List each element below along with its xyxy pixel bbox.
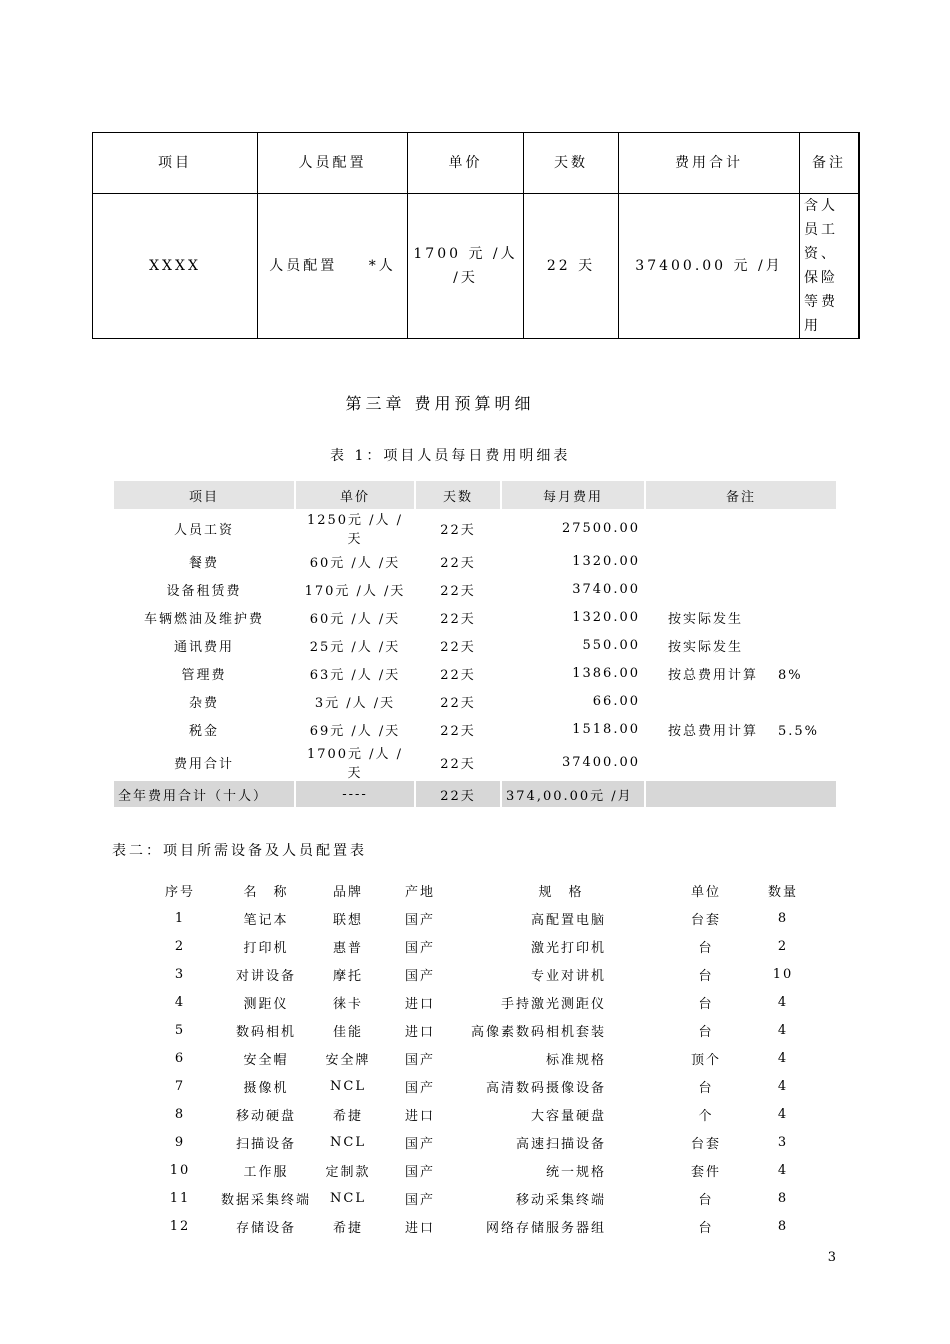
table-row	[140, 1100, 820, 1128]
name-cell: 摄像机	[243, 1080, 289, 1096]
qty-cell: 4	[777, 1162, 789, 1178]
monthly-cell: 37400.00	[561, 754, 640, 770]
header-cell: 天数	[416, 481, 500, 509]
qty-cell: 4	[777, 1022, 789, 1038]
header-cell: 每月费用	[502, 481, 644, 509]
header-cell: 品牌	[332, 884, 363, 900]
brand-cell: NCL	[330, 1190, 366, 1206]
note-cell	[646, 603, 836, 631]
unit-cell: 个	[698, 1108, 714, 1124]
monthly-cell: 1518.00	[572, 721, 640, 737]
header-cell: 备注	[646, 481, 836, 509]
note-value: 8%	[778, 667, 803, 683]
spec-cell: 大容量硬盘	[530, 1108, 606, 1124]
brand-cell: NCL	[330, 1078, 366, 1094]
unit-cell: 台	[698, 1024, 714, 1040]
table-row	[140, 1072, 820, 1100]
item-cell: 餐费	[188, 555, 219, 571]
spec-cell: 网络存储服务器组	[485, 1220, 606, 1236]
monthly-cell: 1320.00	[572, 609, 640, 625]
spec-cell: 激光打印机	[530, 940, 606, 956]
total-cost: 37400.00 元 /月	[619, 194, 800, 339]
days-cell: 22天	[440, 583, 476, 599]
days: 22 天	[524, 194, 619, 339]
no-cell: 11	[169, 1190, 191, 1206]
table-row	[140, 1016, 820, 1044]
price-cell: 25元 /人 /天	[309, 639, 401, 655]
price-cell: 60元 /人 /天	[309, 611, 401, 627]
header-cell: 天数	[524, 133, 619, 194]
table-row	[114, 603, 836, 631]
remark: 含人员工资、保险等费用	[800, 194, 860, 339]
days-cell: 22天	[440, 639, 476, 655]
table-row	[93, 194, 860, 339]
spec-cell: 高像素数码相机套装	[470, 1024, 606, 1040]
header-cell: 单价	[296, 481, 414, 509]
spec-cell: 高速扫描设备	[515, 1136, 606, 1152]
no-cell: 2	[174, 938, 186, 954]
price-cell: 1250元 /人 /天	[306, 513, 404, 547]
price-cell: 170元 /人 /天	[304, 583, 406, 599]
header-cell: 名 称	[243, 884, 289, 900]
monthly-cell: 1386.00	[572, 665, 640, 681]
origin-cell: 国产	[404, 1164, 435, 1180]
table-header-row	[93, 133, 860, 194]
brand-cell: 希捷	[332, 1220, 363, 1236]
header-cell: 备注	[800, 133, 860, 194]
no-cell: 3	[174, 966, 186, 982]
table-header-row	[140, 876, 820, 904]
total-days: 22天	[416, 781, 500, 807]
no-cell: 12	[169, 1218, 191, 1234]
table-row	[114, 509, 836, 547]
monthly-cell: 66.00	[592, 693, 640, 709]
brand-cell: 徕卡	[332, 996, 363, 1012]
total-note	[646, 781, 836, 807]
price-cell: 63元 /人 /天	[309, 667, 401, 683]
monthly-cell: 27500.00	[561, 520, 640, 536]
note-text: 按实际发生	[668, 639, 744, 655]
origin-cell: 进口	[404, 996, 435, 1012]
price-cell: 3元 /人 /天	[314, 695, 396, 711]
item-cell: 管理费	[181, 667, 227, 683]
no-cell: 10	[169, 1162, 191, 1178]
staff-count: *人	[368, 258, 396, 274]
qty-cell: 2	[777, 938, 789, 954]
qty-cell: 4	[777, 1078, 789, 1094]
qty-cell: 8	[777, 1218, 789, 1234]
header-cell: 单位	[690, 884, 721, 900]
monthly-cell: 550.00	[582, 637, 640, 653]
staff-label: 人员配置	[269, 258, 338, 274]
days-cell: 22天	[440, 667, 476, 683]
name-cell: 打印机	[243, 940, 289, 956]
origin-cell: 国产	[404, 940, 435, 956]
header-cell: 项目	[114, 481, 294, 509]
table-row	[140, 1128, 820, 1156]
table-caption: 表 1：项目人员每日费用明细表	[330, 448, 571, 464]
total-monthly: 374,00.00元 /月	[502, 781, 644, 807]
equipment-caption: 表二：项目所需设备及人员配置表	[112, 843, 367, 859]
item-cell: 费用合计	[173, 756, 234, 772]
table-row	[114, 743, 836, 781]
project-cost-table	[92, 132, 860, 339]
brand-cell: 佳能	[332, 1024, 363, 1040]
header-cell: 产地	[404, 884, 435, 900]
origin-cell: 进口	[404, 1220, 435, 1236]
note-cell	[646, 659, 836, 687]
unit-cell: 台套	[690, 1136, 721, 1152]
table-row	[140, 1212, 820, 1240]
no-cell: 9	[174, 1134, 186, 1150]
item-cell: 通讯费用	[173, 639, 234, 655]
origin-cell: 进口	[404, 1024, 435, 1040]
brand-cell: 摩托	[332, 968, 363, 984]
spec-cell: 统一规格	[545, 1164, 606, 1180]
note-cell	[646, 547, 836, 575]
item-cell: 税金	[188, 723, 219, 739]
name-cell: 安全帽	[243, 1052, 289, 1068]
origin-cell: 国产	[404, 968, 435, 984]
note-cell	[646, 575, 836, 603]
staff-config	[258, 194, 408, 339]
spec-cell: 标准规格	[545, 1052, 606, 1068]
no-cell: 6	[174, 1050, 186, 1066]
origin-cell: 进口	[404, 1108, 435, 1124]
qty-cell: 8	[777, 910, 789, 926]
budget-table-body	[114, 481, 836, 807]
note-value: 5.5%	[778, 723, 820, 739]
item-cell: 人员工资	[173, 522, 234, 538]
spec-cell: 手持激光测距仪	[500, 996, 606, 1012]
table-row	[140, 932, 820, 960]
origin-cell: 国产	[404, 1080, 435, 1096]
budget-table	[112, 481, 838, 807]
qty-cell: 10	[772, 966, 794, 982]
days-cell: 22天	[440, 555, 476, 571]
unit-cell: 套件	[690, 1164, 721, 1180]
unit-cell: 台	[698, 1220, 714, 1236]
item-cell: 杂费	[188, 695, 219, 711]
table-row	[140, 1184, 820, 1212]
total-item: 全年费用合计（十人）	[114, 781, 294, 807]
brand-cell: 惠普	[332, 940, 363, 956]
unit-cell: 台	[698, 940, 714, 956]
name-cell: 移动硬盘	[235, 1108, 296, 1124]
header-cell: 人员配置	[258, 133, 408, 194]
table-row	[140, 960, 820, 988]
equipment-table-body	[140, 876, 820, 1240]
name-cell: 对讲设备	[235, 968, 296, 984]
table-row	[114, 547, 836, 575]
unit-price: 1700 元 /人 /天	[408, 194, 524, 339]
price-cell: 69元 /人 /天	[309, 723, 401, 739]
qty-cell: 3	[777, 1134, 789, 1150]
name-cell: 测距仪	[243, 996, 289, 1012]
origin-cell: 国产	[404, 1136, 435, 1152]
header-cell: 项目	[93, 133, 258, 194]
unit-cell: 台套	[690, 912, 721, 928]
brand-cell: NCL	[330, 1134, 366, 1150]
header-cell: 单价	[408, 133, 524, 194]
note-cell	[646, 631, 836, 659]
header-cell: 规 格	[538, 884, 584, 900]
note-text: 按总费用计算	[668, 667, 759, 683]
spec-cell: 高清数码摄像设备	[485, 1080, 606, 1096]
monthly-cell: 3740.00	[572, 581, 640, 597]
table-header-row	[114, 481, 836, 509]
origin-cell: 国产	[404, 1192, 435, 1208]
origin-cell: 国产	[404, 1052, 435, 1068]
no-cell: 1	[174, 910, 186, 926]
total-row	[114, 781, 836, 807]
table-row	[114, 631, 836, 659]
brand-cell: 安全牌	[325, 1052, 371, 1068]
brand-cell: 联想	[332, 912, 363, 928]
qty-cell: 8	[777, 1190, 789, 1206]
note-cell	[646, 743, 836, 781]
table-row	[140, 1044, 820, 1072]
note-text: 按实际发生	[668, 611, 744, 627]
table-row	[114, 575, 836, 603]
brand-cell: 定制款	[325, 1164, 371, 1180]
table-row	[140, 1156, 820, 1184]
price-cell: 1700元 /人 /天	[306, 747, 404, 781]
name-cell: 扫描设备	[235, 1136, 296, 1152]
monthly-cell: 1320.00	[572, 553, 640, 569]
item-cell: 车辆燃油及维护费	[143, 611, 264, 627]
brand-cell: 希捷	[332, 1108, 363, 1124]
page-number: 3	[827, 1250, 836, 1265]
equipment-table	[140, 876, 820, 1240]
header-cell: 费用合计	[619, 133, 800, 194]
no-cell: 4	[174, 994, 186, 1010]
note-text: 按总费用计算	[668, 723, 759, 739]
table-row	[140, 988, 820, 1016]
no-cell: 5	[174, 1022, 186, 1038]
project-name: XXXX	[93, 194, 258, 339]
unit-cell: 顶个	[690, 1052, 721, 1068]
unit-cell: 台	[698, 996, 714, 1012]
unit-cell: 台	[698, 968, 714, 984]
days-cell: 22天	[440, 611, 476, 627]
spec-cell: 专业对讲机	[530, 968, 606, 984]
name-cell: 数据采集终端	[220, 1192, 311, 1208]
name-cell: 工作服	[243, 1164, 289, 1180]
unit-cell: 台	[698, 1192, 714, 1208]
table-row	[140, 904, 820, 932]
table-row	[114, 659, 836, 687]
name-cell: 数码相机	[235, 1024, 296, 1040]
note-cell	[646, 687, 836, 715]
name-cell: 笔记本	[243, 912, 289, 928]
origin-cell: 国产	[404, 912, 435, 928]
item-cell: 设备租赁费	[166, 583, 242, 599]
total-price: ----	[296, 781, 414, 807]
price-cell: 60元 /人 /天	[309, 555, 401, 571]
spec-cell: 移动采集终端	[515, 1192, 606, 1208]
spec-cell: 高配置电脑	[530, 912, 606, 928]
name-cell: 存储设备	[235, 1220, 296, 1236]
note-cell	[646, 509, 836, 547]
qty-cell: 4	[777, 1050, 789, 1066]
table-row	[114, 687, 836, 715]
qty-cell: 4	[777, 1106, 789, 1122]
section-title: 第三章 费用预算明细	[345, 394, 535, 413]
header-cell: 数量	[767, 884, 798, 900]
days-cell: 22天	[440, 695, 476, 711]
days-cell: 22天	[440, 723, 476, 739]
qty-cell: 4	[777, 994, 789, 1010]
table-row	[114, 715, 836, 743]
days-cell: 22天	[440, 756, 476, 772]
days-cell: 22天	[440, 522, 476, 538]
note-cell	[646, 715, 836, 743]
header-cell: 序号	[164, 884, 195, 900]
unit-cell: 台	[698, 1080, 714, 1096]
no-cell: 8	[174, 1106, 186, 1122]
no-cell: 7	[174, 1078, 186, 1094]
